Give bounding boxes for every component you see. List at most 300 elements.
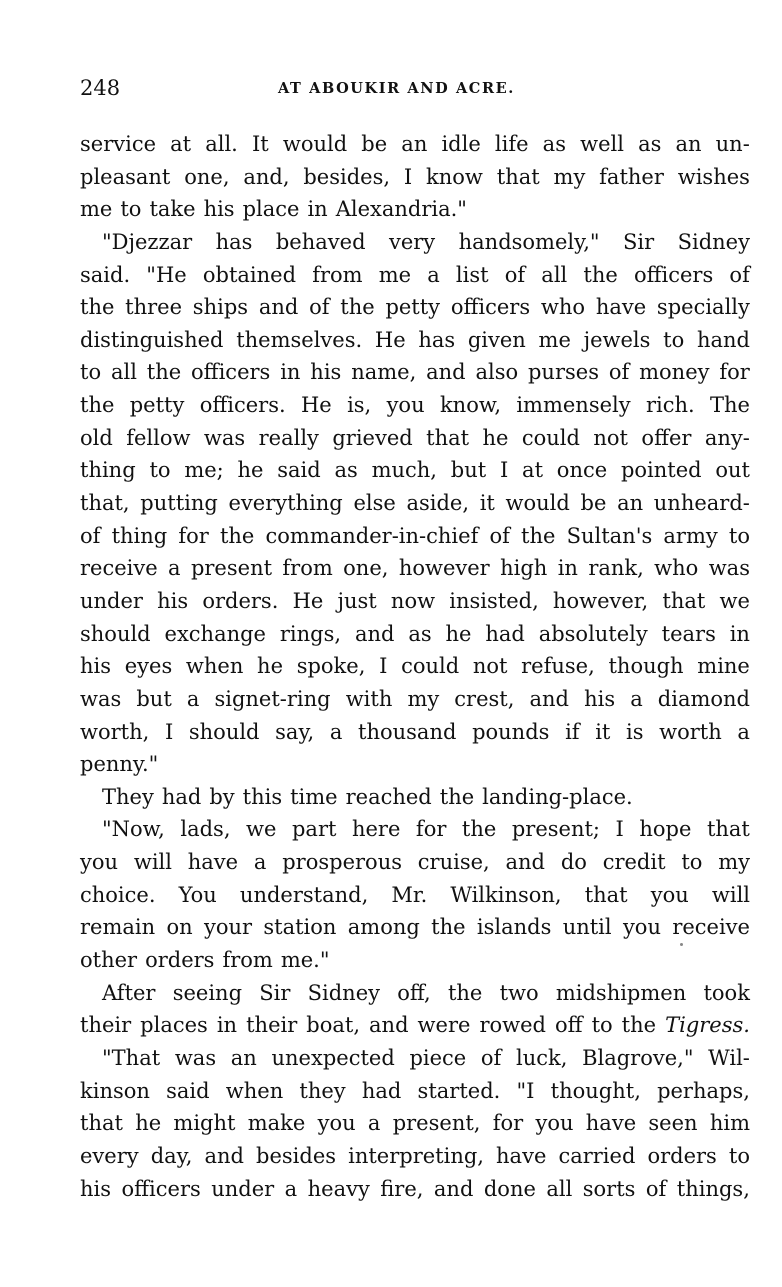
page-number: 248 bbox=[80, 76, 121, 100]
word: They bbox=[102, 784, 154, 809]
word: all bbox=[541, 262, 568, 287]
word: is, bbox=[347, 393, 372, 418]
word: in bbox=[729, 621, 750, 646]
word: I bbox=[164, 719, 174, 744]
word: tears bbox=[661, 621, 716, 646]
word: he bbox=[257, 654, 283, 679]
word: signet-ring bbox=[214, 686, 331, 711]
word: and bbox=[258, 295, 299, 320]
word: and bbox=[369, 1013, 409, 1038]
word: me bbox=[378, 262, 412, 287]
word: really bbox=[258, 425, 319, 450]
word: however, bbox=[552, 588, 649, 613]
word: day, bbox=[150, 1143, 193, 1168]
word: the bbox=[219, 523, 255, 548]
word: officers. bbox=[199, 393, 286, 418]
word: one, bbox=[343, 556, 389, 581]
word: lads, bbox=[180, 817, 231, 842]
word: was bbox=[174, 1045, 217, 1070]
word: offer bbox=[641, 425, 692, 450]
word: took bbox=[703, 980, 750, 1005]
word: remain bbox=[80, 915, 156, 940]
word: make bbox=[247, 1111, 306, 1136]
word: started. bbox=[417, 1078, 501, 1103]
word: to bbox=[663, 327, 685, 352]
word: piece bbox=[409, 1045, 467, 1070]
word: done bbox=[483, 1176, 536, 1201]
word: aside, bbox=[406, 491, 470, 516]
word: an bbox=[230, 1045, 257, 1070]
word: a bbox=[737, 719, 750, 744]
word: say, bbox=[275, 719, 315, 744]
word: to bbox=[120, 197, 142, 222]
word: Mr. bbox=[391, 882, 428, 907]
word: refuse, bbox=[521, 654, 595, 679]
text-line bbox=[80, 846, 750, 879]
word: cruise, bbox=[417, 850, 490, 875]
word: officers bbox=[633, 262, 714, 287]
word: thought, bbox=[550, 1078, 641, 1103]
word: It bbox=[252, 132, 269, 156]
word: the bbox=[340, 295, 375, 320]
word: would bbox=[505, 491, 570, 516]
word: of bbox=[608, 360, 630, 385]
word: were bbox=[417, 1013, 471, 1038]
text-line bbox=[80, 226, 750, 259]
word: rich. bbox=[645, 393, 695, 418]
word: to bbox=[80, 360, 102, 385]
word: wishes bbox=[677, 164, 750, 189]
word: else bbox=[353, 491, 396, 516]
text-line bbox=[80, 618, 750, 651]
word: his bbox=[80, 654, 112, 679]
word: could bbox=[521, 425, 580, 450]
word: his bbox=[203, 197, 235, 222]
word: the bbox=[621, 1013, 657, 1038]
text-line bbox=[80, 193, 750, 226]
word: He bbox=[374, 327, 406, 352]
text-line bbox=[80, 454, 750, 487]
word: his bbox=[80, 1176, 112, 1201]
word: and bbox=[505, 850, 546, 875]
text-line bbox=[80, 716, 750, 749]
word: was bbox=[203, 425, 246, 450]
word: other bbox=[80, 948, 138, 973]
word: present, bbox=[392, 1111, 481, 1136]
text-line bbox=[80, 1042, 750, 1075]
word: sorts bbox=[582, 1176, 636, 1201]
word: their bbox=[246, 1013, 298, 1038]
word: and bbox=[204, 1143, 244, 1168]
word: places bbox=[140, 1013, 208, 1038]
word: carried bbox=[558, 1143, 636, 1168]
word: commander-in-chief bbox=[265, 523, 479, 548]
word: and bbox=[433, 1176, 474, 1201]
word: the bbox=[431, 915, 466, 940]
text-line bbox=[80, 1009, 750, 1042]
word: purses bbox=[527, 360, 599, 385]
word: among bbox=[347, 915, 420, 940]
text-line bbox=[80, 422, 750, 455]
word: I bbox=[615, 817, 624, 842]
text-line bbox=[80, 1075, 750, 1108]
word: and, bbox=[243, 164, 290, 189]
word: a bbox=[284, 1176, 298, 1201]
word: take bbox=[149, 197, 196, 222]
word: have bbox=[496, 1143, 547, 1168]
word: it bbox=[479, 491, 495, 516]
text-line bbox=[80, 291, 750, 324]
word: that bbox=[706, 817, 750, 842]
word: would bbox=[282, 132, 348, 156]
text-line bbox=[80, 1107, 750, 1140]
word: "Djezzar bbox=[102, 229, 193, 254]
text-line bbox=[80, 944, 750, 977]
word: he bbox=[135, 1111, 162, 1136]
word: could bbox=[401, 654, 460, 679]
word: name, bbox=[351, 360, 417, 385]
word: Sir bbox=[622, 229, 655, 254]
word: to bbox=[149, 458, 171, 483]
word: worth, bbox=[80, 719, 150, 744]
word: at bbox=[522, 458, 544, 483]
word: high bbox=[500, 556, 548, 581]
word: eyes bbox=[124, 654, 173, 679]
word: Alexandria." bbox=[335, 197, 467, 222]
word: "I bbox=[516, 1078, 535, 1103]
word: islands bbox=[476, 915, 552, 940]
word: and bbox=[529, 686, 569, 711]
word: out bbox=[715, 458, 750, 483]
text-line bbox=[80, 128, 750, 161]
text-line bbox=[80, 1140, 750, 1173]
word: said bbox=[166, 1078, 210, 1103]
word: the bbox=[461, 817, 497, 842]
word: exchange bbox=[164, 621, 266, 646]
word: thousand bbox=[358, 719, 457, 744]
word: a bbox=[329, 719, 343, 744]
word: you bbox=[80, 850, 119, 875]
word: rank, bbox=[588, 556, 644, 581]
word: we bbox=[246, 817, 277, 842]
word: that bbox=[662, 588, 706, 613]
word: everything bbox=[228, 491, 343, 516]
word: that bbox=[80, 1111, 123, 1136]
word: be bbox=[361, 132, 388, 156]
word: orders bbox=[145, 948, 215, 973]
word: and bbox=[354, 621, 395, 646]
word: distinguished bbox=[80, 327, 224, 352]
word: old bbox=[80, 425, 113, 450]
word: pounds bbox=[472, 719, 550, 744]
word: seeing bbox=[172, 980, 243, 1005]
word: this bbox=[242, 784, 283, 809]
word: every bbox=[80, 1143, 139, 1168]
text-line bbox=[80, 585, 750, 618]
word: the bbox=[80, 295, 115, 320]
word: but bbox=[450, 458, 487, 483]
word: said. bbox=[80, 262, 131, 287]
word: that bbox=[496, 164, 540, 189]
word: well bbox=[580, 132, 624, 156]
word: your bbox=[203, 915, 253, 940]
word: he bbox=[237, 458, 264, 483]
word: with bbox=[345, 686, 393, 711]
word: a bbox=[186, 686, 200, 711]
word: now bbox=[390, 588, 436, 613]
word: Tigress. bbox=[665, 1013, 750, 1038]
word: Sultan's bbox=[566, 523, 653, 548]
word: my bbox=[553, 164, 586, 189]
word: much, bbox=[371, 458, 437, 483]
word: of bbox=[480, 1045, 502, 1070]
word: officers bbox=[450, 295, 531, 320]
word: a bbox=[168, 556, 181, 581]
word: my bbox=[718, 850, 750, 875]
word: though bbox=[608, 654, 684, 679]
word: pointed bbox=[620, 458, 702, 483]
word: Sir bbox=[259, 980, 291, 1005]
word: army bbox=[663, 523, 718, 548]
word: I bbox=[499, 458, 509, 483]
word: a bbox=[253, 850, 267, 875]
word: thing bbox=[111, 523, 168, 548]
word: on bbox=[166, 915, 193, 940]
word: know, bbox=[439, 393, 501, 418]
word: three bbox=[125, 295, 183, 320]
word: you bbox=[317, 1111, 356, 1136]
word: their bbox=[80, 1013, 132, 1038]
word: one, bbox=[184, 164, 230, 189]
word: to bbox=[681, 850, 703, 875]
word: luck, bbox=[515, 1045, 568, 1070]
word: the bbox=[447, 980, 483, 1005]
word: has bbox=[418, 327, 456, 352]
word: he bbox=[445, 621, 472, 646]
word: penny." bbox=[80, 752, 159, 777]
word: just bbox=[337, 588, 377, 613]
word: from bbox=[282, 556, 333, 581]
print-speck bbox=[680, 943, 683, 946]
word: they bbox=[299, 1078, 346, 1103]
word: me; bbox=[184, 458, 224, 483]
word: petty bbox=[385, 295, 441, 320]
word: hope bbox=[639, 817, 692, 842]
word: for bbox=[178, 523, 209, 548]
word: perhaps, bbox=[657, 1078, 750, 1103]
word: a bbox=[630, 686, 643, 711]
word: might bbox=[173, 1111, 236, 1136]
word: rings, bbox=[279, 621, 342, 646]
word: as bbox=[638, 132, 662, 156]
word: rowed bbox=[479, 1013, 546, 1038]
text-line bbox=[80, 879, 750, 912]
word: for bbox=[415, 817, 447, 842]
word: hand bbox=[696, 327, 750, 352]
word: Sidney bbox=[307, 980, 380, 1005]
word: also bbox=[475, 360, 519, 385]
word: "Now, bbox=[102, 817, 165, 842]
word: that bbox=[426, 425, 470, 450]
word: list bbox=[455, 262, 489, 287]
word: boat, bbox=[306, 1013, 361, 1038]
word: be bbox=[580, 491, 607, 516]
word: grieved bbox=[332, 425, 413, 450]
word: receive bbox=[672, 915, 750, 940]
word: that bbox=[584, 882, 628, 907]
word: has bbox=[215, 229, 253, 254]
word: had bbox=[361, 1078, 402, 1103]
word: present bbox=[190, 556, 273, 581]
word: by bbox=[209, 784, 235, 809]
word: me." bbox=[280, 948, 330, 973]
word: who bbox=[654, 556, 699, 581]
word: to bbox=[591, 1013, 613, 1038]
word: petty bbox=[129, 393, 185, 418]
word: fellow bbox=[126, 425, 191, 450]
running-header bbox=[80, 76, 750, 112]
word: his bbox=[584, 686, 616, 711]
word: absolutely bbox=[538, 621, 648, 646]
word: said bbox=[277, 458, 321, 483]
word: diamond bbox=[657, 686, 750, 711]
word: any- bbox=[704, 425, 750, 450]
body-text bbox=[80, 128, 750, 1205]
word: time bbox=[290, 784, 338, 809]
word: me bbox=[538, 327, 571, 352]
word: besides bbox=[256, 1143, 337, 1168]
word: that, bbox=[80, 491, 130, 516]
word: have bbox=[187, 850, 239, 875]
word: of bbox=[309, 295, 330, 320]
text-line bbox=[80, 259, 750, 292]
text-line bbox=[80, 487, 750, 520]
text-line bbox=[80, 1173, 750, 1206]
word: will bbox=[711, 882, 750, 907]
word: me bbox=[80, 197, 113, 222]
word: for bbox=[492, 1111, 524, 1136]
word: orders bbox=[647, 1143, 717, 1168]
word: when bbox=[225, 1078, 284, 1103]
word: specially bbox=[656, 295, 750, 320]
word: station bbox=[263, 915, 337, 940]
word: we bbox=[719, 588, 750, 613]
word: you bbox=[535, 1111, 574, 1136]
word: all. bbox=[205, 132, 238, 156]
word: given bbox=[467, 327, 526, 352]
word: behaved bbox=[275, 229, 366, 254]
word: reached bbox=[345, 784, 432, 809]
text-line bbox=[80, 552, 750, 585]
word: the bbox=[521, 523, 556, 548]
word: from bbox=[222, 948, 273, 973]
word: all bbox=[546, 1176, 573, 1201]
word: Blagrove," bbox=[582, 1045, 694, 1070]
word: the bbox=[583, 262, 618, 287]
word: you bbox=[386, 393, 425, 418]
word: officers bbox=[191, 360, 271, 385]
word: the bbox=[146, 360, 182, 385]
word: in bbox=[307, 197, 328, 222]
text-line bbox=[80, 813, 750, 846]
word: who bbox=[540, 295, 586, 320]
word: midshipmen bbox=[555, 980, 687, 1005]
word: was bbox=[80, 686, 122, 711]
word: as bbox=[334, 458, 358, 483]
word: for bbox=[719, 360, 750, 385]
word: ships bbox=[192, 295, 249, 320]
word: have bbox=[595, 295, 647, 320]
word: unheard- bbox=[653, 491, 750, 516]
word: should bbox=[188, 719, 260, 744]
word: The bbox=[709, 393, 750, 418]
word: you bbox=[622, 915, 661, 940]
word: You bbox=[178, 882, 217, 907]
word: should bbox=[80, 621, 151, 646]
text-line bbox=[80, 748, 750, 781]
word: off bbox=[554, 1013, 583, 1038]
word: had bbox=[161, 784, 202, 809]
word: under bbox=[211, 1176, 275, 1201]
text-line bbox=[80, 389, 750, 422]
word: place bbox=[242, 197, 300, 222]
word: spoke, bbox=[296, 654, 366, 679]
text-line bbox=[80, 520, 750, 553]
word: and bbox=[426, 360, 466, 385]
word: his bbox=[157, 588, 189, 613]
word: crest, bbox=[454, 686, 515, 711]
word: obtained bbox=[202, 262, 297, 287]
text-line bbox=[80, 356, 750, 389]
word: themselves. bbox=[236, 327, 363, 352]
word: it bbox=[595, 719, 611, 744]
word: very bbox=[388, 229, 436, 254]
word: seen bbox=[648, 1111, 698, 1136]
word: fire, bbox=[380, 1176, 424, 1201]
word: a bbox=[427, 262, 440, 287]
word: not bbox=[593, 425, 628, 450]
word: interpreting, bbox=[348, 1143, 484, 1168]
word: an bbox=[617, 491, 644, 516]
word: is bbox=[626, 719, 644, 744]
word: here bbox=[351, 817, 401, 842]
word: After bbox=[102, 980, 156, 1005]
word: however bbox=[398, 556, 490, 581]
word: of bbox=[645, 1176, 667, 1201]
word: receive bbox=[80, 556, 158, 581]
word: kinson bbox=[80, 1078, 150, 1103]
word: present; bbox=[511, 817, 601, 842]
word: service bbox=[80, 132, 157, 156]
word: I bbox=[379, 654, 388, 679]
word: you bbox=[650, 882, 689, 907]
word: "He bbox=[146, 262, 187, 287]
word: in bbox=[557, 556, 578, 581]
word: worth bbox=[659, 719, 722, 744]
word: an bbox=[675, 132, 702, 156]
word: once bbox=[556, 458, 608, 483]
word: the bbox=[439, 784, 475, 809]
word: credit bbox=[602, 850, 666, 875]
word: in bbox=[216, 1013, 238, 1038]
word: pleasant bbox=[80, 164, 171, 189]
word: life bbox=[494, 132, 529, 156]
word: idle bbox=[441, 132, 481, 156]
word: heavy bbox=[307, 1176, 370, 1201]
word: landing-place. bbox=[482, 784, 633, 809]
word: father bbox=[599, 164, 664, 189]
text-line bbox=[80, 977, 750, 1010]
